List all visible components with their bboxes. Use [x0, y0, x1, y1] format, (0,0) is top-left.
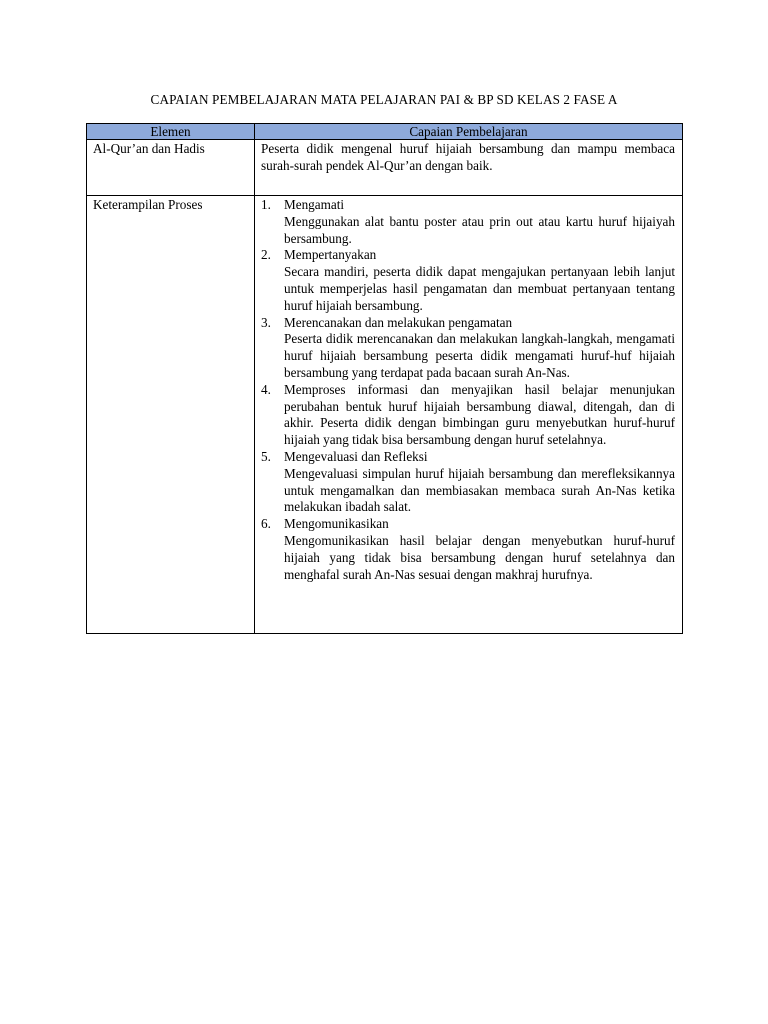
- step-title: Mengevaluasi dan Refleksi: [284, 448, 428, 464]
- table-header-row: [87, 124, 683, 140]
- table-row: [87, 140, 683, 196]
- list-item: [261, 382, 675, 449]
- step-description: Menggunakan alat bantu poster atau prin out atau kartu huruf hijaiyah bersambung.: [284, 213, 675, 246]
- capaian-cell: Peserta didik mengenal huruf hijaiah bersambung dan mampu membaca surah-surah pendek Al-Qur’an dengan baik.: [255, 140, 683, 196]
- step-number: 1.: [261, 197, 271, 212]
- document-title: CAPAIAN PEMBELAJARAN MATA PELAJARAN PAI & BP SD KELAS 2 FASE A: [150, 92, 618, 107]
- list-item: [261, 197, 675, 247]
- elemen-cell: Keterampilan Proses: [87, 196, 255, 634]
- step-number: 4.: [261, 381, 271, 397]
- step-description: Peserta didik merencanakan dan melakukan langkah-langkah, mengamati huruf hijaiah bersambung peserta didik mengamati huruf-huf hijaiah bersambung yang terdapat pada bacaan surah An-Nas.: [284, 331, 675, 380]
- step-title: Mempertanyakan: [284, 247, 377, 263]
- list-item: [261, 449, 675, 516]
- header-elemen: Elemen: [87, 124, 255, 140]
- list-item: [261, 247, 675, 314]
- step-number: 2.: [261, 247, 271, 263]
- step-number: 5.: [261, 448, 271, 464]
- step-number: 6.: [261, 516, 271, 532]
- step-title: Merencanakan dan melakukan pengamatan: [284, 314, 513, 330]
- step-title: Mengamati: [284, 197, 345, 212]
- step-number: 3.: [261, 314, 271, 330]
- process-steps-list: [261, 197, 675, 583]
- elemen-cell: Al-Qur’an dan Hadis: [87, 140, 255, 196]
- step-description: Mengomunikasikan hasil belajar dengan menyebutkan huruf-huruf hijaiah yang tidak bisa bersambung dengan huruf setelahnya dan menghafal surah An-Nas sesuai dengan makhraj hurufnya.: [284, 532, 675, 582]
- capaian-pembelajaran-table: [86, 123, 683, 634]
- step-description: Mengevaluasi simpulan huruf hijaiah bersambung dan merefleksikannya untuk mengamalkan dan membiasakan membaca surah An-Nas ketika melakukan ibadah salat.: [284, 465, 675, 515]
- list-item: [261, 516, 675, 583]
- step-title: Memproses informasi dan menyajikan hasil belajar menunjukan perubahan bentuk huruf hijaiah bersambung diawal, ditengah, dan di akhir. Peserta didik dengan bimbingan guru menyebutkan huruf-huruf hijaiah yang tidak bisa bersambung dengan huruf setelahnya.: [284, 381, 675, 448]
- header-capaian-pembelajaran: Capaian Pembelajaran: [255, 124, 683, 140]
- list-item: [261, 315, 675, 382]
- table-row: [87, 196, 683, 634]
- step-title: Mengomunikasikan: [284, 516, 389, 532]
- step-description: Secara mandiri, peserta didik dapat mengajukan pertanyaan lebih lanjut untuk memperjelas hasil pengamatan dan membuat pertanyaan tentang huruf hijaiah bersambung.: [284, 264, 675, 313]
- capaian-cell: [255, 196, 683, 634]
